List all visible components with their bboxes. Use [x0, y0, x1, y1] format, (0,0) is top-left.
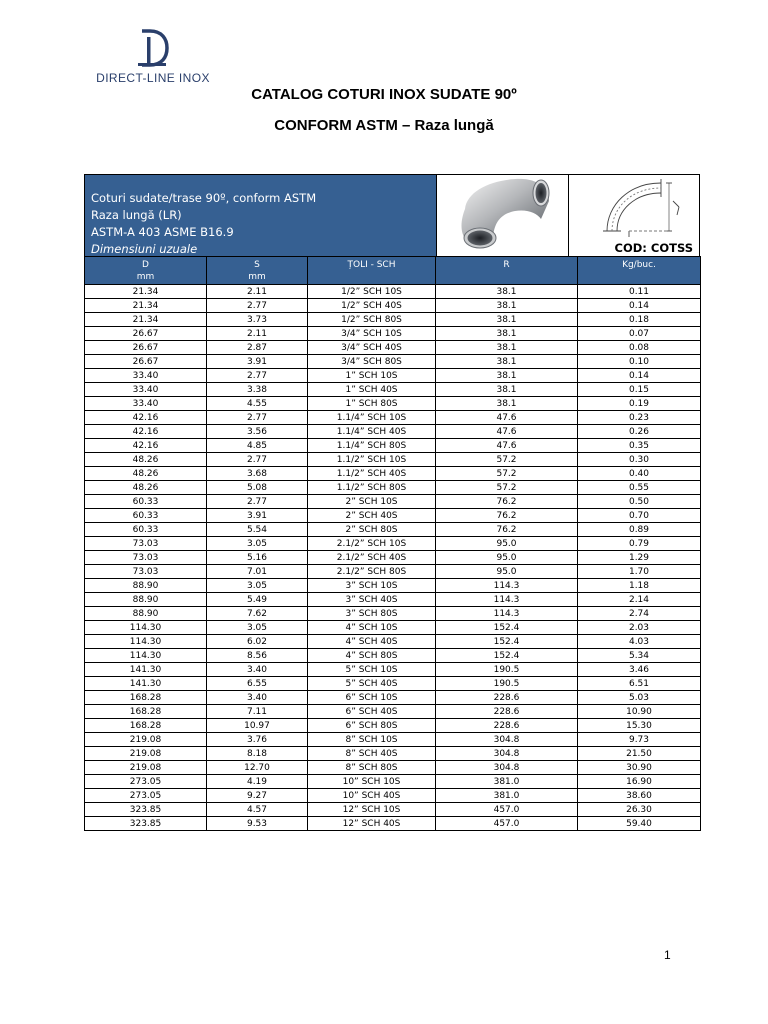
cell-s: 3.40 — [207, 663, 308, 677]
cell-d: 26.67 — [85, 341, 207, 355]
cell-d: 33.40 — [85, 383, 207, 397]
cell-r: 152.4 — [436, 635, 578, 649]
cell-d: 323.85 — [85, 803, 207, 817]
table-row — [85, 593, 701, 607]
cell-d: 21.34 — [85, 313, 207, 327]
cell-toli-sch: 3” SCH 10S — [308, 579, 436, 593]
table-row — [85, 425, 701, 439]
cell-r: 457.0 — [436, 817, 578, 831]
cell-s: 3.40 — [207, 691, 308, 705]
cell-r: 38.1 — [436, 313, 578, 327]
cell-kg-buc: 16.90 — [578, 775, 701, 789]
table-row — [85, 691, 701, 705]
cell-d: 48.26 — [85, 453, 207, 467]
cell-r: 38.1 — [436, 327, 578, 341]
cell-toli-sch: 1.1/4” SCH 80S — [308, 439, 436, 453]
cell-kg-buc: 0.14 — [578, 369, 701, 383]
cell-kg-buc: 2.14 — [578, 593, 701, 607]
cell-d: 73.03 — [85, 537, 207, 551]
cell-toli-sch: 5” SCH 40S — [308, 677, 436, 691]
cell-r: 38.1 — [436, 285, 578, 299]
cell-kg-buc: 0.14 — [578, 299, 701, 313]
cell-d: 88.90 — [85, 579, 207, 593]
cell-toli-sch: 4” SCH 80S — [308, 649, 436, 663]
cell-kg-buc: 30.90 — [578, 761, 701, 775]
cell-d: 114.30 — [85, 635, 207, 649]
col-header-toli-sch: ȚOLI - SCH — [308, 257, 436, 285]
cell-r: 304.8 — [436, 747, 578, 761]
table-row — [85, 537, 701, 551]
cell-kg-buc: 0.15 — [578, 383, 701, 397]
cell-toli-sch: 2.1/2” SCH 80S — [308, 565, 436, 579]
table-row — [85, 579, 701, 593]
table-row — [85, 733, 701, 747]
table-row — [85, 551, 701, 565]
description-line-2: Raza lungă (LR) — [91, 208, 182, 222]
cell-d: 21.34 — [85, 299, 207, 313]
product-description — [85, 175, 436, 257]
cell-kg-buc: 0.26 — [578, 425, 701, 439]
cell-r: 38.1 — [436, 341, 578, 355]
cell-s: 7.62 — [207, 607, 308, 621]
cell-r: 190.5 — [436, 677, 578, 691]
cell-r: 76.2 — [436, 495, 578, 509]
cell-d: 168.28 — [85, 705, 207, 719]
cell-s: 8.18 — [207, 747, 308, 761]
cell-r: 57.2 — [436, 453, 578, 467]
cell-toli-sch: 10” SCH 40S — [308, 789, 436, 803]
cell-d: 48.26 — [85, 481, 207, 495]
cell-s: 3.56 — [207, 425, 308, 439]
cell-s: 8.56 — [207, 649, 308, 663]
cell-kg-buc: 6.51 — [578, 677, 701, 691]
cell-r: 95.0 — [436, 565, 578, 579]
cell-r: 47.6 — [436, 411, 578, 425]
cell-toli-sch: 2” SCH 10S — [308, 495, 436, 509]
col-header-s: S mm — [207, 257, 308, 285]
table-row — [85, 803, 701, 817]
table-row — [85, 705, 701, 719]
cell-d: 273.05 — [85, 789, 207, 803]
cell-s: 4.57 — [207, 803, 308, 817]
cell-r: 114.3 — [436, 579, 578, 593]
table-row — [85, 369, 701, 383]
cell-kg-buc: 2.74 — [578, 607, 701, 621]
table-row — [85, 299, 701, 313]
cell-kg-buc: 0.50 — [578, 495, 701, 509]
cell-kg-buc: 0.23 — [578, 411, 701, 425]
cell-s: 4.55 — [207, 397, 308, 411]
col-header-r: R — [436, 257, 578, 285]
cell-r: 76.2 — [436, 509, 578, 523]
table-row — [85, 663, 701, 677]
cell-kg-buc: 0.18 — [578, 313, 701, 327]
cell-s: 5.08 — [207, 481, 308, 495]
cell-r: 152.4 — [436, 649, 578, 663]
product-header — [84, 174, 700, 256]
catalog-subtitle: CONFORM ASTM – Raza lungă — [274, 117, 494, 134]
table-row — [85, 439, 701, 453]
cell-s: 2.77 — [207, 495, 308, 509]
cell-kg-buc: 38.60 — [578, 789, 701, 803]
cell-toli-sch: 3” SCH 80S — [308, 607, 436, 621]
cell-s: 7.01 — [207, 565, 308, 579]
cell-d: 168.28 — [85, 691, 207, 705]
cell-r: 304.8 — [436, 761, 578, 775]
description-line-4: Dimensiuni uzuale — [91, 242, 198, 256]
cell-r: 228.6 — [436, 719, 578, 733]
cell-toli-sch: 3” SCH 40S — [308, 593, 436, 607]
cell-r: 57.2 — [436, 481, 578, 495]
cell-s: 2.77 — [207, 411, 308, 425]
cell-toli-sch: 3/4” SCH 40S — [308, 341, 436, 355]
table-row — [85, 789, 701, 803]
cell-toli-sch: 6” SCH 80S — [308, 719, 436, 733]
cell-toli-sch: 8” SCH 80S — [308, 761, 436, 775]
cell-kg-buc: 0.30 — [578, 453, 701, 467]
cell-d: 26.67 — [85, 355, 207, 369]
cell-r: 38.1 — [436, 355, 578, 369]
cell-toli-sch: 1.1/2” SCH 10S — [308, 453, 436, 467]
table-row — [85, 775, 701, 789]
cell-s: 3.73 — [207, 313, 308, 327]
cell-s: 3.05 — [207, 537, 308, 551]
cell-r: 57.2 — [436, 467, 578, 481]
table-header-row — [85, 257, 701, 285]
cell-kg-buc: 21.50 — [578, 747, 701, 761]
cell-kg-buc: 0.11 — [578, 285, 701, 299]
cell-kg-buc: 5.34 — [578, 649, 701, 663]
cell-kg-buc: 5.03 — [578, 691, 701, 705]
cell-d: 88.90 — [85, 607, 207, 621]
cell-s: 2.11 — [207, 327, 308, 341]
cell-d: 168.28 — [85, 719, 207, 733]
cell-r: 38.1 — [436, 299, 578, 313]
cell-r: 114.3 — [436, 593, 578, 607]
cell-kg-buc: 3.46 — [578, 663, 701, 677]
cell-kg-buc: 0.35 — [578, 439, 701, 453]
cell-s: 4.85 — [207, 439, 308, 453]
company-logo — [88, 28, 218, 88]
cell-toli-sch: 2.1/2” SCH 10S — [308, 537, 436, 551]
cell-s: 7.11 — [207, 705, 308, 719]
cell-s: 2.77 — [207, 453, 308, 467]
product-code: COD: COTSS — [614, 241, 693, 255]
table-row — [85, 677, 701, 691]
cell-kg-buc: 0.79 — [578, 537, 701, 551]
cell-kg-buc: 26.30 — [578, 803, 701, 817]
cell-d: 114.30 — [85, 621, 207, 635]
table-row — [85, 509, 701, 523]
letter-d-logo-icon — [134, 28, 170, 68]
cell-r: 457.0 — [436, 803, 578, 817]
cell-kg-buc: 9.73 — [578, 733, 701, 747]
cell-d: 141.30 — [85, 663, 207, 677]
cell-kg-buc: 15.30 — [578, 719, 701, 733]
table-row — [85, 761, 701, 775]
cell-kg-buc: 1.29 — [578, 551, 701, 565]
cell-s: 12.70 — [207, 761, 308, 775]
table-row — [85, 817, 701, 831]
table-row — [85, 649, 701, 663]
cell-s: 5.54 — [207, 523, 308, 537]
cell-s: 9.27 — [207, 789, 308, 803]
cell-toli-sch: 2.1/2” SCH 40S — [308, 551, 436, 565]
cell-kg-buc: 0.10 — [578, 355, 701, 369]
cell-r: 95.0 — [436, 551, 578, 565]
cell-toli-sch: 3/4” SCH 80S — [308, 355, 436, 369]
cell-r: 38.1 — [436, 383, 578, 397]
cell-toli-sch: 4” SCH 10S — [308, 621, 436, 635]
cell-s: 3.76 — [207, 733, 308, 747]
cell-s: 4.19 — [207, 775, 308, 789]
cell-toli-sch: 12” SCH 10S — [308, 803, 436, 817]
cell-d: 219.08 — [85, 733, 207, 747]
description-line-1: Coturi sudate/trase 90º, conform ASTM — [91, 191, 317, 205]
cell-kg-buc: 0.40 — [578, 467, 701, 481]
cell-kg-buc: 0.70 — [578, 509, 701, 523]
cell-toli-sch: 5” SCH 10S — [308, 663, 436, 677]
cell-toli-sch: 10” SCH 10S — [308, 775, 436, 789]
table-row — [85, 327, 701, 341]
dimensions-table — [84, 256, 701, 831]
cell-d: 21.34 — [85, 285, 207, 299]
cell-toli-sch: 1” SCH 10S — [308, 369, 436, 383]
cell-s: 6.55 — [207, 677, 308, 691]
cell-toli-sch: 1/2” SCH 80S — [308, 313, 436, 327]
cell-d: 73.03 — [85, 551, 207, 565]
table-row — [85, 635, 701, 649]
cell-s: 6.02 — [207, 635, 308, 649]
cell-toli-sch: 8” SCH 40S — [308, 747, 436, 761]
cell-toli-sch: 8” SCH 10S — [308, 733, 436, 747]
table-row — [85, 481, 701, 495]
table-row — [85, 285, 701, 299]
elbow-drawing-icon — [569, 175, 699, 241]
cell-kg-buc: 10.90 — [578, 705, 701, 719]
table-row — [85, 383, 701, 397]
cell-toli-sch: 4” SCH 40S — [308, 635, 436, 649]
cell-r: 114.3 — [436, 607, 578, 621]
table-row — [85, 495, 701, 509]
cell-s: 2.87 — [207, 341, 308, 355]
table-row — [85, 411, 701, 425]
cell-kg-buc: 2.03 — [578, 621, 701, 635]
elbow-pipe-photo-icon — [437, 175, 568, 257]
cell-d: 219.08 — [85, 761, 207, 775]
cell-d: 60.33 — [85, 509, 207, 523]
cell-s: 3.05 — [207, 579, 308, 593]
cell-d: 273.05 — [85, 775, 207, 789]
table-row — [85, 523, 701, 537]
cell-kg-buc: 0.19 — [578, 397, 701, 411]
table-row — [85, 607, 701, 621]
table-row — [85, 397, 701, 411]
page-number: 1 — [664, 948, 671, 962]
cell-r: 47.6 — [436, 439, 578, 453]
cell-toli-sch: 1” SCH 40S — [308, 383, 436, 397]
description-line-3: ASTM-A 403 ASME B16.9 — [91, 225, 234, 239]
cell-d: 60.33 — [85, 523, 207, 537]
cell-d: 42.16 — [85, 411, 207, 425]
col-header-kg-buc: Kg/buc. — [578, 257, 701, 285]
cell-s: 5.49 — [207, 593, 308, 607]
cell-kg-buc: 1.70 — [578, 565, 701, 579]
cell-kg-buc: 59.40 — [578, 817, 701, 831]
cell-d: 141.30 — [85, 677, 207, 691]
cell-r: 38.1 — [436, 397, 578, 411]
cell-r: 228.6 — [436, 705, 578, 719]
cell-r: 228.6 — [436, 691, 578, 705]
cell-toli-sch: 6” SCH 10S — [308, 691, 436, 705]
cell-d: 323.85 — [85, 817, 207, 831]
table-row — [85, 621, 701, 635]
cell-s: 3.05 — [207, 621, 308, 635]
cell-s: 3.91 — [207, 355, 308, 369]
cell-toli-sch: 1/2” SCH 10S — [308, 285, 436, 299]
cell-toli-sch: 6” SCH 40S — [308, 705, 436, 719]
cell-kg-buc: 0.08 — [578, 341, 701, 355]
cell-d: 42.16 — [85, 439, 207, 453]
cell-toli-sch: 3/4” SCH 10S — [308, 327, 436, 341]
cell-toli-sch: 2” SCH 80S — [308, 523, 436, 537]
cell-toli-sch: 1.1/2” SCH 80S — [308, 481, 436, 495]
cell-s: 2.11 — [207, 285, 308, 299]
cell-d: 219.08 — [85, 747, 207, 761]
table-row — [85, 747, 701, 761]
table-row — [85, 719, 701, 733]
cell-d: 60.33 — [85, 495, 207, 509]
cell-d: 73.03 — [85, 565, 207, 579]
cell-s: 3.91 — [207, 509, 308, 523]
cell-kg-buc: 4.03 — [578, 635, 701, 649]
catalog-title: CATALOG COTURI INOX SUDATE 90º — [251, 86, 517, 103]
cell-toli-sch: 1” SCH 80S — [308, 397, 436, 411]
cell-d: 26.67 — [85, 327, 207, 341]
cell-kg-buc: 0.07 — [578, 327, 701, 341]
cell-d: 42.16 — [85, 425, 207, 439]
cell-toli-sch: 2” SCH 40S — [308, 509, 436, 523]
cell-r: 95.0 — [436, 537, 578, 551]
cell-r: 381.0 — [436, 775, 578, 789]
table-row — [85, 355, 701, 369]
cell-kg-buc: 0.55 — [578, 481, 701, 495]
cell-r: 38.1 — [436, 369, 578, 383]
elbow-technical-drawing — [569, 175, 699, 257]
cell-toli-sch: 1.1/4” SCH 10S — [308, 411, 436, 425]
table-row — [85, 565, 701, 579]
cell-d: 33.40 — [85, 369, 207, 383]
elbow-photo — [436, 175, 569, 257]
cell-r: 190.5 — [436, 663, 578, 677]
cell-r: 304.8 — [436, 733, 578, 747]
cell-r: 76.2 — [436, 523, 578, 537]
cell-d: 114.30 — [85, 649, 207, 663]
cell-toli-sch: 1/2” SCH 40S — [308, 299, 436, 313]
cell-s: 3.68 — [207, 467, 308, 481]
cell-s: 5.16 — [207, 551, 308, 565]
cell-kg-buc: 1.18 — [578, 579, 701, 593]
cell-toli-sch: 12” SCH 40S — [308, 817, 436, 831]
cell-kg-buc: 0.89 — [578, 523, 701, 537]
cell-d: 33.40 — [85, 397, 207, 411]
cell-d: 88.90 — [85, 593, 207, 607]
table-row — [85, 467, 701, 481]
table-row — [85, 313, 701, 327]
cell-toli-sch: 1.1/4” SCH 40S — [308, 425, 436, 439]
table-row — [85, 453, 701, 467]
cell-toli-sch: 1.1/2” SCH 40S — [308, 467, 436, 481]
cell-s: 2.77 — [207, 369, 308, 383]
cell-s: 3.38 — [207, 383, 308, 397]
cell-s: 9.53 — [207, 817, 308, 831]
cell-r: 152.4 — [436, 621, 578, 635]
cell-r: 47.6 — [436, 425, 578, 439]
cell-s: 2.77 — [207, 299, 308, 313]
cell-d: 48.26 — [85, 467, 207, 481]
cell-r: 381.0 — [436, 789, 578, 803]
table-row — [85, 341, 701, 355]
cell-s: 10.97 — [207, 719, 308, 733]
brand-name: DIRECT-LINE INOX — [96, 71, 210, 85]
col-header-d: D mm — [85, 257, 207, 285]
